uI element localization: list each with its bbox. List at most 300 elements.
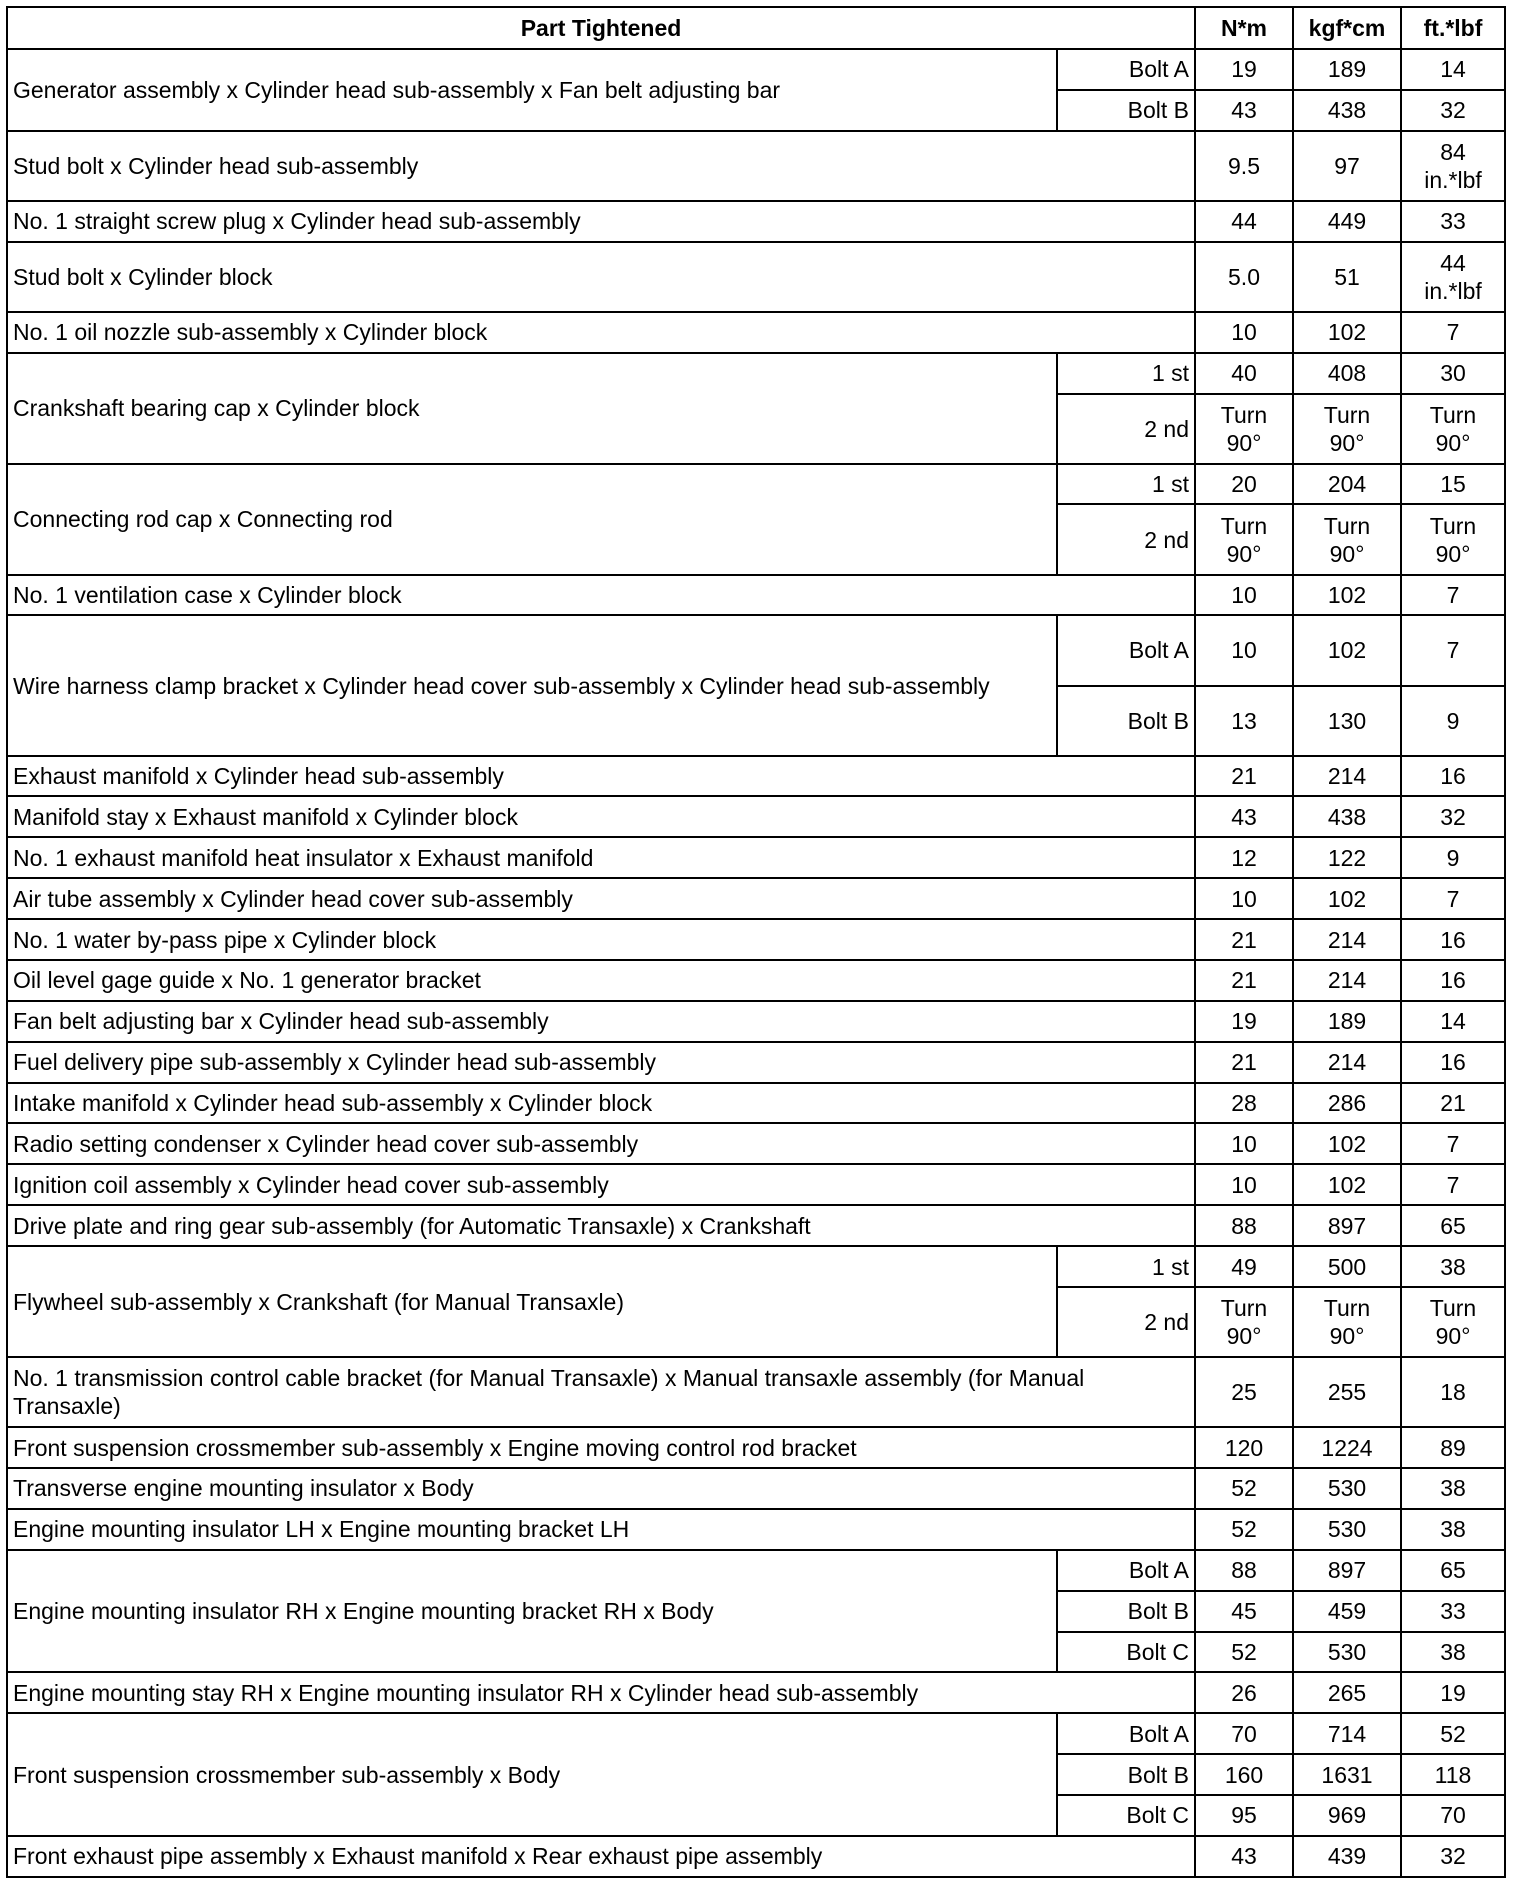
kgf-cm-value-cell	[1293, 1287, 1401, 1357]
kgf-cm-value-cell-text: 189	[1327, 56, 1367, 83]
nm-value-cell	[1195, 1591, 1293, 1632]
kgf-cm-value-cell-text: 438	[1327, 803, 1367, 830]
step-label-cell: 1 st	[1057, 464, 1195, 505]
table-row	[7, 1509, 1505, 1550]
nm-value-cell	[1195, 1632, 1293, 1673]
kgf-cm-value-cell-text: 122	[1327, 844, 1367, 871]
step-label-cell: Bolt A	[1057, 615, 1195, 685]
table-row	[7, 312, 1505, 353]
kgf-cm-value-cell	[1293, 960, 1401, 1001]
ft-lbf-value-cell-text: 38	[1440, 1516, 1466, 1543]
part-name-cell: Radio setting condenser x Cylinder head cover sub-assembly	[7, 1123, 1195, 1164]
nm-value-cell-text: 28	[1231, 1090, 1257, 1117]
part-name-cell: Intake manifold x Cylinder head sub-assembly x Cylinder block	[7, 1083, 1195, 1124]
kgf-cm-value-cell-text: 500	[1327, 1253, 1367, 1280]
nm-value-cell	[1195, 131, 1293, 201]
nm-value-cell	[1195, 756, 1293, 797]
part-name-cell: Manifold stay x Exhaust manifold x Cylinder block	[7, 796, 1195, 837]
kgf-cm-value-cell	[1293, 1205, 1401, 1246]
nm-value-cell-text: 19	[1231, 56, 1257, 83]
kgf-cm-value-cell	[1293, 1468, 1401, 1509]
table-row	[7, 878, 1505, 919]
ft-lbf-value-cell	[1401, 878, 1505, 919]
nm-value-cell	[1195, 504, 1293, 574]
kgf-cm-value-cell	[1293, 919, 1401, 960]
nm-value-cell-text: Turn	[1220, 401, 1268, 428]
kgf-cm-value-cell	[1293, 1550, 1401, 1591]
table-row	[7, 131, 1505, 201]
nm-value-cell	[1195, 1205, 1293, 1246]
kgf-cm-value-cell	[1293, 464, 1401, 505]
header-part-tightened: Part Tightened	[7, 7, 1195, 49]
ft-lbf-value-cell-text: 16	[1440, 967, 1466, 994]
nm-value-cell-text: 21	[1231, 1049, 1257, 1076]
nm-value-cell-text: Turn	[1220, 512, 1268, 539]
part-name-cell: Exhaust manifold x Cylinder head sub-assembly	[7, 756, 1195, 797]
nm-value-cell	[1195, 1836, 1293, 1877]
nm-value-cell-text: 21	[1231, 967, 1257, 994]
nm-value-cell-text: 90°	[1226, 1323, 1262, 1349]
nm-value-cell-text: 21	[1231, 926, 1257, 953]
ft-lbf-value-cell-text: Turn	[1429, 512, 1477, 539]
kgf-cm-value-cell	[1293, 394, 1401, 464]
ft-lbf-value-cell-text: 30	[1440, 360, 1466, 387]
nm-value-cell	[1195, 1164, 1293, 1205]
kgf-cm-value-cell	[1293, 353, 1401, 394]
step-label-cell: 2 nd	[1057, 504, 1195, 574]
nm-value-cell	[1195, 242, 1293, 312]
nm-value-cell	[1195, 1001, 1293, 1042]
table-row	[7, 1164, 1505, 1205]
nm-value-cell-text: 52	[1231, 1475, 1257, 1502]
kgf-cm-value-cell	[1293, 1836, 1401, 1877]
nm-value-cell-text: 43	[1231, 803, 1257, 830]
table-row	[7, 1357, 1505, 1427]
kgf-cm-value-cell	[1293, 90, 1401, 131]
ft-lbf-value-cell-text: 7	[1446, 885, 1460, 912]
nm-value-cell	[1195, 49, 1293, 90]
kgf-cm-value-cell	[1293, 756, 1401, 797]
ft-lbf-value-cell-text: 7	[1446, 1171, 1460, 1198]
nm-value-cell	[1195, 1123, 1293, 1164]
kgf-cm-value-cell-text: 530	[1327, 1516, 1367, 1543]
ft-lbf-value-cell-text: 38	[1440, 1253, 1466, 1280]
nm-value-cell	[1195, 353, 1293, 394]
step-label-cell: Bolt A	[1057, 1713, 1195, 1754]
ft-lbf-value-cell-text: 19	[1440, 1679, 1466, 1706]
step-label-cell: Bolt B	[1057, 686, 1195, 756]
ft-lbf-value-cell-text: in.*lbf	[1424, 166, 1482, 193]
part-name-cell: No. 1 water by-pass pipe x Cylinder block	[7, 919, 1195, 960]
kgf-cm-value-cell-text: 214	[1327, 1049, 1367, 1076]
ft-lbf-value-cell-text: 33	[1440, 208, 1466, 235]
ft-lbf-value-cell	[1401, 1836, 1505, 1877]
header-nm: N*m	[1195, 7, 1293, 49]
ft-lbf-value-cell-text: 38	[1440, 1475, 1466, 1502]
kgf-cm-value-cell-text: 897	[1327, 1212, 1367, 1239]
step-label-cell: Bolt B	[1057, 90, 1195, 131]
step-label-cell: Bolt C	[1057, 1632, 1195, 1673]
header-kgf-cm: kgf*cm	[1293, 7, 1401, 49]
step-label-cell: 1 st	[1057, 353, 1195, 394]
kgf-cm-value-cell-text: 969	[1327, 1802, 1367, 1829]
step-label-cell: Bolt C	[1057, 1795, 1195, 1836]
ft-lbf-value-cell	[1401, 1550, 1505, 1591]
nm-value-cell	[1195, 919, 1293, 960]
ft-lbf-value-cell-text: 14	[1440, 1008, 1466, 1035]
kgf-cm-value-cell-text: 130	[1327, 707, 1367, 734]
ft-lbf-value-cell-text: 65	[1440, 1212, 1466, 1239]
step-label-cell: Bolt A	[1057, 1550, 1195, 1591]
table-row	[7, 242, 1505, 312]
nm-value-cell	[1195, 615, 1293, 685]
part-name-cell: No. 1 straight screw plug x Cylinder head sub-assembly	[7, 201, 1195, 242]
ft-lbf-value-cell	[1401, 1123, 1505, 1164]
table-row	[7, 615, 1505, 685]
ft-lbf-value-cell-text: 18	[1440, 1379, 1466, 1406]
ft-lbf-value-cell	[1401, 615, 1505, 685]
kgf-cm-value-cell-text: 439	[1327, 1843, 1367, 1870]
ft-lbf-value-cell-text: 90°	[1435, 429, 1471, 456]
nm-value-cell-text: 10	[1231, 319, 1257, 346]
kgf-cm-value-cell-text: 1224	[1321, 1434, 1373, 1461]
kgf-cm-value-cell	[1293, 49, 1401, 90]
kgf-cm-value-cell	[1293, 201, 1401, 242]
nm-value-cell-text: 90°	[1226, 540, 1262, 567]
ft-lbf-value-cell-text: 52	[1440, 1720, 1466, 1747]
part-name-cell: No. 1 ventilation case x Cylinder block	[7, 575, 1195, 616]
nm-value-cell	[1195, 201, 1293, 242]
kgf-cm-value-cell-text: 265	[1327, 1679, 1367, 1706]
table-row	[7, 575, 1505, 616]
ft-lbf-value-cell	[1401, 1205, 1505, 1246]
ft-lbf-value-cell	[1401, 1795, 1505, 1836]
torque-specification-table	[6, 6, 1506, 1878]
ft-lbf-value-cell-text: 16	[1440, 763, 1466, 790]
kgf-cm-value-cell-text: Turn	[1323, 401, 1371, 428]
part-name-cell: Front exhaust pipe assembly x Exhaust manifold x Rear exhaust pipe assembly	[7, 1836, 1195, 1877]
ft-lbf-value-cell-text: 33	[1440, 1598, 1466, 1625]
ft-lbf-value-cell	[1401, 1468, 1505, 1509]
kgf-cm-value-cell	[1293, 1164, 1401, 1205]
ft-lbf-value-cell	[1401, 1754, 1505, 1795]
ft-lbf-value-cell	[1401, 796, 1505, 837]
nm-value-cell-text: 19	[1231, 1008, 1257, 1035]
table-row	[7, 1205, 1505, 1246]
nm-value-cell	[1195, 960, 1293, 1001]
kgf-cm-value-cell-text: 1631	[1321, 1761, 1373, 1788]
part-name-cell: Fan belt adjusting bar x Cylinder head sub-assembly	[7, 1001, 1195, 1042]
ft-lbf-value-cell-text: 90°	[1435, 1323, 1471, 1349]
table-row	[7, 1246, 1505, 1287]
part-name-cell: Stud bolt x Cylinder head sub-assembly	[7, 131, 1195, 201]
part-name-cell: Engine mounting insulator RH x Engine mounting bracket RH x Body	[7, 1550, 1057, 1673]
part-name-cell: Wire harness clamp bracket x Cylinder head cover sub-assembly x Cylinder head sub-assembly	[7, 615, 1057, 755]
ft-lbf-value-cell	[1401, 960, 1505, 1001]
ft-lbf-value-cell	[1401, 90, 1505, 131]
ft-lbf-value-cell	[1401, 394, 1505, 464]
step-label-cell: Bolt A	[1057, 49, 1195, 90]
kgf-cm-value-cell-text: 286	[1327, 1090, 1367, 1117]
ft-lbf-value-cell-text: 32	[1440, 97, 1466, 124]
kgf-cm-value-cell-text: 189	[1327, 1008, 1367, 1035]
table-row	[7, 1550, 1505, 1591]
nm-value-cell-text: 52	[1231, 1516, 1257, 1543]
nm-value-cell	[1195, 1042, 1293, 1083]
kgf-cm-value-cell-text: 97	[1334, 152, 1360, 179]
table-row	[7, 1836, 1505, 1877]
part-name-cell: Generator assembly x Cylinder head sub-assembly x Fan belt adjusting bar	[7, 49, 1057, 131]
table-row	[7, 1001, 1505, 1042]
nm-value-cell-text: 9.5	[1228, 152, 1260, 179]
ft-lbf-value-cell-text: 21	[1440, 1090, 1466, 1117]
nm-value-cell-text: 43	[1231, 1843, 1257, 1870]
ft-lbf-value-cell-text: in.*lbf	[1424, 277, 1482, 304]
nm-value-cell-text: 25	[1231, 1379, 1257, 1406]
nm-value-cell	[1195, 1427, 1293, 1468]
ft-lbf-value-cell	[1401, 242, 1505, 312]
nm-value-cell-text: 45	[1231, 1598, 1257, 1625]
nm-value-cell	[1195, 1672, 1293, 1713]
part-name-cell: Front suspension crossmember sub-assembly x Engine moving control rod bracket	[7, 1427, 1195, 1468]
part-name-cell: Flywheel sub-assembly x Crankshaft (for Manual Transaxle)	[7, 1246, 1057, 1357]
part-name-cell: Transverse engine mounting insulator x Body	[7, 1468, 1195, 1509]
table-row	[7, 1427, 1505, 1468]
nm-value-cell-text: 44	[1231, 208, 1257, 235]
kgf-cm-value-cell-text: 897	[1327, 1557, 1367, 1584]
kgf-cm-value-cell	[1293, 1246, 1401, 1287]
nm-value-cell	[1195, 1468, 1293, 1509]
nm-value-cell-text: 52	[1231, 1638, 1257, 1665]
kgf-cm-value-cell	[1293, 1123, 1401, 1164]
kgf-cm-value-cell-text: 214	[1327, 763, 1367, 790]
step-label-cell: Bolt B	[1057, 1591, 1195, 1632]
table-row	[7, 49, 1505, 90]
kgf-cm-value-cell	[1293, 1357, 1401, 1427]
ft-lbf-value-cell	[1401, 1509, 1505, 1550]
kgf-cm-value-cell-text: 90°	[1329, 1323, 1365, 1349]
ft-lbf-value-cell	[1401, 353, 1505, 394]
ft-lbf-value-cell	[1401, 504, 1505, 574]
kgf-cm-value-cell	[1293, 837, 1401, 878]
kgf-cm-value-cell	[1293, 575, 1401, 616]
table-row	[7, 1468, 1505, 1509]
ft-lbf-value-cell	[1401, 686, 1505, 756]
nm-value-cell-text: 21	[1231, 763, 1257, 790]
nm-value-cell	[1195, 464, 1293, 505]
nm-value-cell-text: 88	[1231, 1212, 1257, 1239]
kgf-cm-value-cell	[1293, 504, 1401, 574]
ft-lbf-value-cell-text: 38	[1440, 1638, 1466, 1665]
kgf-cm-value-cell	[1293, 1509, 1401, 1550]
part-name-cell: Stud bolt x Cylinder block	[7, 242, 1195, 312]
kgf-cm-value-cell	[1293, 796, 1401, 837]
header-ft-lbf: ft.*lbf	[1401, 7, 1505, 49]
ft-lbf-value-cell-text: Turn	[1429, 1295, 1477, 1321]
ft-lbf-value-cell-text: 65	[1440, 1557, 1466, 1584]
table-row	[7, 837, 1505, 878]
ft-lbf-value-cell-text: 32	[1440, 1843, 1466, 1870]
nm-value-cell-text: 20	[1231, 471, 1257, 498]
ft-lbf-value-cell	[1401, 1427, 1505, 1468]
ft-lbf-value-cell	[1401, 837, 1505, 878]
kgf-cm-value-cell	[1293, 1427, 1401, 1468]
kgf-cm-value-cell-text: 408	[1327, 360, 1367, 387]
step-label-cell: 2 nd	[1057, 1287, 1195, 1357]
part-name-cell: Engine mounting insulator LH x Engine mounting bracket LH	[7, 1509, 1195, 1550]
ft-lbf-value-cell-text: 16	[1440, 926, 1466, 953]
ft-lbf-value-cell	[1401, 919, 1505, 960]
kgf-cm-value-cell-text: 204	[1327, 471, 1367, 498]
table-row	[7, 796, 1505, 837]
kgf-cm-value-cell	[1293, 1713, 1401, 1754]
nm-value-cell-text: 5.0	[1228, 263, 1260, 290]
nm-value-cell-text: 10	[1231, 885, 1257, 912]
table-row	[7, 1123, 1505, 1164]
ft-lbf-value-cell-text: 16	[1440, 1049, 1466, 1076]
nm-value-cell-text: 13	[1231, 707, 1257, 734]
ft-lbf-value-cell	[1401, 1083, 1505, 1124]
kgf-cm-value-cell	[1293, 1754, 1401, 1795]
nm-value-cell-text: 43	[1231, 97, 1257, 124]
ft-lbf-value-cell-text: 9	[1446, 844, 1460, 871]
nm-value-cell	[1195, 796, 1293, 837]
ft-lbf-value-cell	[1401, 464, 1505, 505]
ft-lbf-value-cell	[1401, 1287, 1505, 1357]
nm-value-cell-text: 40	[1231, 360, 1257, 387]
kgf-cm-value-cell-text: 102	[1327, 885, 1367, 912]
kgf-cm-value-cell-text: Turn	[1323, 1295, 1371, 1321]
table-row	[7, 353, 1505, 394]
kgf-cm-value-cell-text: 530	[1327, 1638, 1367, 1665]
part-name-cell: Oil level gage guide x No. 1 generator bracket	[7, 960, 1195, 1001]
kgf-cm-value-cell-text: 102	[1327, 582, 1367, 608]
kgf-cm-value-cell-text: Turn	[1323, 512, 1371, 539]
nm-value-cell	[1195, 878, 1293, 919]
nm-value-cell	[1195, 1754, 1293, 1795]
kgf-cm-value-cell	[1293, 686, 1401, 756]
nm-value-cell-text: 10	[1231, 637, 1257, 664]
kgf-cm-value-cell	[1293, 1795, 1401, 1836]
table-row	[7, 1083, 1505, 1124]
part-name-cell: Fuel delivery pipe sub-assembly x Cylinder head sub-assembly	[7, 1042, 1195, 1083]
kgf-cm-value-cell-text: 102	[1327, 1130, 1367, 1157]
kgf-cm-value-cell	[1293, 242, 1401, 312]
table-row	[7, 1713, 1505, 1754]
table-row	[7, 756, 1505, 797]
ft-lbf-value-cell	[1401, 1042, 1505, 1083]
nm-value-cell	[1195, 1083, 1293, 1124]
nm-value-cell	[1195, 1550, 1293, 1591]
nm-value-cell-text: 90°	[1226, 429, 1262, 456]
kgf-cm-value-cell	[1293, 1672, 1401, 1713]
part-name-cell: Air tube assembly x Cylinder head cover sub-assembly	[7, 878, 1195, 919]
nm-value-cell	[1195, 837, 1293, 878]
nm-value-cell-text: 49	[1231, 1253, 1257, 1280]
ft-lbf-value-cell	[1401, 1246, 1505, 1287]
part-name-cell: No. 1 transmission control cable bracket (for Manual Transaxle) x Manual transaxle assembly (for Manual Transaxle)	[7, 1357, 1195, 1427]
kgf-cm-value-cell	[1293, 878, 1401, 919]
ft-lbf-value-cell-text: 32	[1440, 803, 1466, 830]
ft-lbf-value-cell-text: 7	[1446, 582, 1460, 608]
ft-lbf-value-cell-text: 70	[1440, 1802, 1466, 1829]
nm-value-cell-text: 95	[1231, 1802, 1257, 1829]
kgf-cm-value-cell	[1293, 312, 1401, 353]
kgf-cm-value-cell-text: 102	[1327, 319, 1367, 346]
kgf-cm-value-cell-text: 90°	[1329, 429, 1365, 456]
ft-lbf-value-cell	[1401, 1357, 1505, 1427]
ft-lbf-value-cell-text: 84	[1440, 138, 1466, 165]
kgf-cm-value-cell-text: 102	[1327, 637, 1367, 664]
ft-lbf-value-cell-text: 7	[1446, 1130, 1460, 1157]
nm-value-cell-text: 26	[1231, 1679, 1257, 1706]
step-label-cell: 1 st	[1057, 1246, 1195, 1287]
nm-value-cell	[1195, 1713, 1293, 1754]
part-name-cell: Connecting rod cap x Connecting rod	[7, 464, 1057, 575]
kgf-cm-value-cell	[1293, 131, 1401, 201]
table-row	[7, 464, 1505, 505]
ft-lbf-value-cell	[1401, 1164, 1505, 1205]
nm-value-cell-text: 10	[1231, 1130, 1257, 1157]
ft-lbf-value-cell	[1401, 1672, 1505, 1713]
kgf-cm-value-cell-text: 214	[1327, 967, 1367, 994]
nm-value-cell	[1195, 1795, 1293, 1836]
kgf-cm-value-cell-text: 438	[1327, 97, 1367, 124]
part-name-cell: Crankshaft bearing cap x Cylinder block	[7, 353, 1057, 464]
nm-value-cell-text: 10	[1231, 1171, 1257, 1198]
ft-lbf-value-cell-text: Turn	[1429, 401, 1477, 428]
nm-value-cell	[1195, 90, 1293, 131]
nm-value-cell-text: 10	[1231, 582, 1257, 608]
ft-lbf-value-cell-text: 15	[1440, 471, 1466, 498]
nm-value-cell-text: 12	[1231, 844, 1257, 871]
part-name-cell: Ignition coil assembly x Cylinder head cover sub-assembly	[7, 1164, 1195, 1205]
nm-value-cell-text: Turn	[1220, 1295, 1268, 1321]
ft-lbf-value-cell-text: 118	[1434, 1761, 1472, 1788]
kgf-cm-value-cell	[1293, 1591, 1401, 1632]
nm-value-cell	[1195, 1509, 1293, 1550]
nm-value-cell-text: 160	[1224, 1761, 1264, 1788]
ft-lbf-value-cell-text: 7	[1446, 637, 1460, 664]
nm-value-cell-text: 70	[1231, 1720, 1257, 1747]
kgf-cm-value-cell	[1293, 1083, 1401, 1124]
ft-lbf-value-cell	[1401, 1001, 1505, 1042]
ft-lbf-value-cell	[1401, 1713, 1505, 1754]
nm-value-cell	[1195, 1357, 1293, 1427]
ft-lbf-value-cell	[1401, 49, 1505, 90]
kgf-cm-value-cell-text: 51	[1334, 263, 1360, 290]
table-row	[7, 1042, 1505, 1083]
kgf-cm-value-cell	[1293, 1001, 1401, 1042]
nm-value-cell	[1195, 686, 1293, 756]
part-name-cell: Engine mounting stay RH x Engine mounting insulator RH x Cylinder head sub-assembly	[7, 1672, 1195, 1713]
kgf-cm-value-cell-text: 255	[1327, 1379, 1367, 1406]
step-label-cell: 2 nd	[1057, 394, 1195, 464]
ft-lbf-value-cell	[1401, 201, 1505, 242]
header-row	[7, 7, 1505, 49]
nm-value-cell-text: 88	[1231, 1557, 1257, 1584]
ft-lbf-value-cell	[1401, 1591, 1505, 1632]
table-row	[7, 201, 1505, 242]
ft-lbf-value-cell	[1401, 756, 1505, 797]
part-name-cell: Front suspension crossmember sub-assembly x Body	[7, 1713, 1057, 1836]
nm-value-cell	[1195, 575, 1293, 616]
table-row	[7, 919, 1505, 960]
kgf-cm-value-cell-text: 102	[1327, 1171, 1367, 1198]
ft-lbf-value-cell-text: 9	[1446, 707, 1460, 734]
nm-value-cell-text: 120	[1224, 1434, 1264, 1461]
ft-lbf-value-cell-text: 89	[1440, 1434, 1466, 1461]
